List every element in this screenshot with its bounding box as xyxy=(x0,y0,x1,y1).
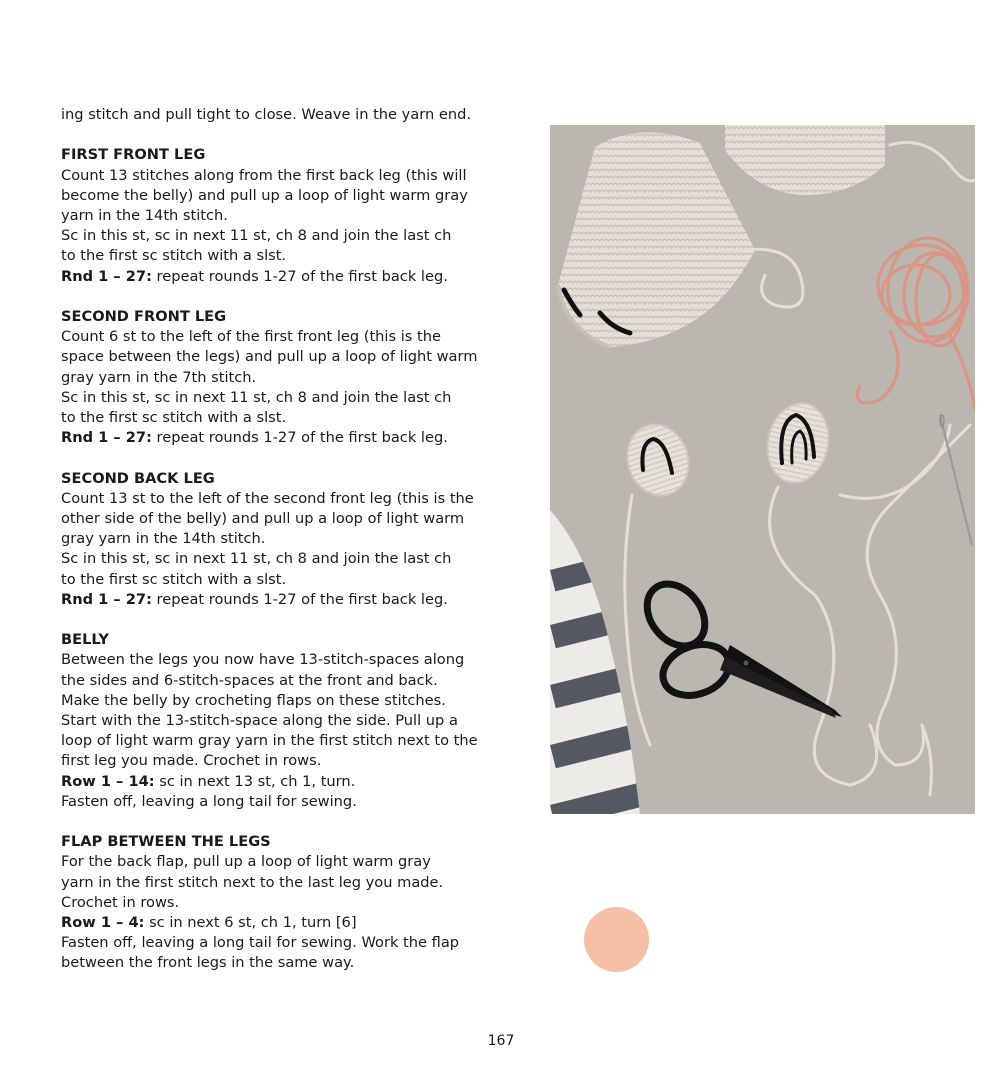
body-line: Count 6 st to the left of the first front leg (this is the xyxy=(61,328,441,346)
instruction-line xyxy=(61,913,501,933)
body-line: loop of light warm gray yarn in the first stitch next to the xyxy=(61,732,478,750)
body-line: Fasten off, leaving a long tail for sewing. xyxy=(61,792,357,810)
instruction-line xyxy=(61,590,501,610)
section-heading: BELLY xyxy=(61,631,109,649)
body-line: Sc in this st, sc in next 11 st, ch 8 and join the last ch xyxy=(61,227,452,245)
body-line: become the belly) and pull up a loop of light warm gray xyxy=(61,186,468,204)
decorative-circle xyxy=(584,907,649,972)
body-line: Sc in this st, sc in next 11 st, ch 8 and join the last ch xyxy=(61,388,452,406)
section-flap-between-legs xyxy=(61,832,501,973)
body-line: Count 13 st to the left of the second front leg (this is the xyxy=(61,489,474,507)
body-line: Make the belly by crocheting flaps on these stitches. xyxy=(61,691,446,709)
section-belly xyxy=(61,630,501,812)
body-line: first leg you made. Crochet in rows. xyxy=(61,752,322,770)
instruction-label: Row 1 – 14: xyxy=(61,772,155,790)
instruction-line xyxy=(61,772,501,792)
body-line: Start with the 13-stitch-space along the side. Pull up a xyxy=(61,712,458,730)
instruction-line xyxy=(61,267,501,287)
body-line: Crochet in rows. xyxy=(61,893,180,911)
body-line: yarn in the first stitch next to the last leg you made. xyxy=(61,873,444,891)
body-line: Fasten off, leaving a long tail for sewing. Work the flap xyxy=(61,934,460,952)
instruction-line xyxy=(61,428,501,448)
section-second-front-leg xyxy=(61,307,501,448)
body-line: Between the legs you now have 13-stitch-spaces along xyxy=(61,651,465,669)
crochet-photo xyxy=(550,125,975,814)
body-line: For the back flap, pull up a loop of light warm gray xyxy=(61,853,431,871)
body-line: Sc in this st, sc in next 11 st, ch 8 and join the last ch xyxy=(61,550,452,568)
page-number: 167 xyxy=(487,1033,515,1049)
section-heading: SECOND FRONT LEG xyxy=(61,308,227,325)
section-heading: FLAP BETWEEN THE LEGS xyxy=(61,833,271,851)
section-first-front-leg xyxy=(61,145,501,286)
instruction-text: sc in next 13 st, ch 1, turn. xyxy=(154,772,356,790)
body-line: space between the legs) and pull up a loop of light warm xyxy=(61,348,478,366)
body-line: Count 13 stitches along from the first back leg (this will xyxy=(61,166,467,184)
body-text xyxy=(61,105,501,974)
crochet-photo-illustration xyxy=(550,125,975,814)
intro-line: ing stitch and pull tight to close. Weave in the yarn end. xyxy=(61,106,472,123)
instruction-label: Rnd 1 – 27: xyxy=(61,267,152,285)
section-heading: FIRST FRONT LEG xyxy=(61,146,206,164)
body-line: other side of the belly) and pull up a loop of light warm xyxy=(61,510,465,528)
section-heading: SECOND BACK LEG xyxy=(61,469,215,487)
instruction-text: repeat rounds 1-27 of the first back leg. xyxy=(151,267,448,285)
body-line: the sides and 6-stitch-spaces at the front and back. xyxy=(61,671,438,689)
section-second-back-leg xyxy=(61,469,501,610)
instruction-label: Rnd 1 – 27: xyxy=(61,429,152,447)
instruction-label: Rnd 1 – 27: xyxy=(61,590,152,608)
instruction-text: sc in next 6 st, ch 1, turn [6] xyxy=(144,914,357,932)
body-line: to the first sc stitch with a slst. xyxy=(61,409,287,427)
body-line: yarn in the 14th stitch. xyxy=(61,207,228,224)
body-line: to the first sc stitch with a slst. xyxy=(61,570,287,588)
body-line: to the first sc stitch with a slst. xyxy=(61,247,287,265)
instruction-label: Row 1 – 4: xyxy=(61,914,145,932)
instruction-text: repeat rounds 1-27 of the first back leg. xyxy=(151,590,448,608)
body-line: gray yarn in the 7th stitch. xyxy=(61,368,257,386)
instruction-text: repeat rounds 1-27 of the first back leg. xyxy=(151,429,448,447)
body-line: gray yarn in the 14th stitch. xyxy=(61,530,266,548)
body-line: between the front legs in the same way. xyxy=(61,954,355,972)
